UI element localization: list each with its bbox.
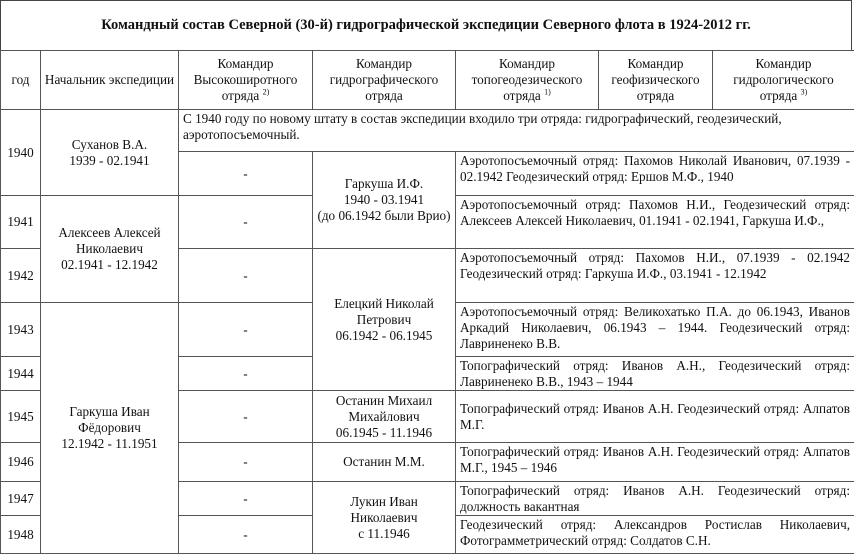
year-cell: 1944: [1, 357, 41, 391]
hydro-name: Елецкий Николай Петрович: [334, 295, 434, 327]
year-cell: 1942: [1, 249, 41, 303]
highlat-cell: -: [179, 152, 313, 196]
header-hydrol-label: Командир гидрологического отряда: [733, 56, 834, 103]
desc-cell: Топографический отряд: Иванов А.Н., Геодезический отряд: Лавриненеко В.В., 1943 – 1944: [456, 357, 854, 391]
hydro-period: 06.1942 - 06.1945: [335, 327, 433, 343]
footnote-mark: 1): [544, 87, 551, 97]
year-cell: 1941: [1, 196, 41, 249]
chief-period: 02.1941 - 12.1942: [61, 257, 158, 272]
header-row: [1, 51, 854, 110]
table-row: [1, 110, 854, 152]
hydro-period: 06.1945 - 11.1946: [335, 424, 433, 440]
hydro-name: Гаркуша И.Ф.: [344, 176, 424, 191]
footnote-mark: 2): [262, 87, 270, 97]
year-cell: 1946: [1, 443, 41, 482]
year-cell: 1948: [1, 516, 41, 554]
highlat-cell: -: [179, 391, 313, 443]
year-cell: 1943: [1, 303, 41, 357]
chief-cell: [41, 196, 179, 303]
desc-cell: Топографический отряд: Иванов А.Н. Геодезический отряд: Алпатов М.Г.: [456, 391, 854, 443]
chief-name: Суханов В.А.: [71, 136, 148, 152]
hydro-extra: (до 06.1942 были Врио): [317, 208, 451, 223]
highlat-cell: -: [179, 516, 313, 554]
header-topo: [456, 51, 599, 110]
desc-cell: Геодезический отряд: Александров Ростислав Николаевич, Фотограмметрический отряд: Солдатов С.Н.: [456, 516, 854, 554]
hydro-cell: [313, 152, 456, 249]
note-1940: С 1940 году по новому штату в состав экспедиции входило три отряда: гидрографический, геодезический, аэротопосъемочный.: [179, 110, 854, 152]
chief-cell: [41, 110, 179, 196]
header-highlat: [179, 51, 313, 110]
year-cell: 1945: [1, 391, 41, 443]
hydro-cell: [313, 482, 456, 554]
hydro-period: 1940 - 03.1941: [343, 192, 425, 207]
desc-cell: Аэротопосъемочный отряд: Великохатько П.А. до 06.1943, Иванов Аркадий Николаевич, 06.1943 – 1944. Геодезический отряд: Лавриненеко В.В.: [456, 303, 854, 357]
desc-cell: Аэротопосъемочный отряд: Пахомов Н.И., 07.1939 - 02.1942 Геодезический отряд: Гаркуша И.Ф., 03.1941 - 12.1942: [456, 249, 854, 303]
chief-cell: [41, 303, 179, 554]
command-staff-table: [0, 50, 854, 554]
highlat-cell: -: [179, 443, 313, 482]
table-title: Командный состав Северной (30-й) гидрографической экспедиции Северного флота в 1924-2012 гг.: [0, 0, 852, 50]
chief-period: 12.1942 - 11.1951: [61, 436, 158, 451]
footnote-mark: 3): [800, 87, 808, 97]
header-highlat-label: Командир Высокоширотного отряда: [193, 56, 298, 103]
desc-cell: Аэротопосъемочный отряд: Пахомов Н.И., Геодезический отряд: Алексеев Алексей Николаевич, 01.1941 - 02.1941, Гаркуша И.Ф.,: [456, 196, 854, 249]
hydro-period: с 11.1946: [358, 525, 410, 541]
highlat-cell: -: [179, 303, 313, 357]
header-hydrol: [713, 51, 854, 110]
hydro-name: Останин Михаил Михайлович: [335, 392, 433, 424]
header-year: год: [1, 51, 41, 110]
highlat-cell: -: [179, 249, 313, 303]
desc-cell: Аэротопосъемочный отряд: Пахомов Николай Иванович, 07.1939 - 02.1942 Геодезический отряд: Ершов М.Ф., 1940: [456, 152, 854, 196]
chief-name: Алексеев Алексей Николаевич: [58, 225, 161, 256]
hydro-name: Лукин Иван Николаевич: [350, 493, 418, 525]
year-cell: 1947: [1, 482, 41, 516]
hydro-cell: [313, 249, 456, 391]
header-topo-label: Командир топогеодезического отряда: [471, 56, 583, 103]
header-hydro: Командир гидрографического отряда: [313, 51, 456, 110]
desc-cell: Топографический отряд: Иванов А.Н. Геодезический отряд: Алпатов М.Г., 1945 – 1946: [456, 443, 854, 482]
highlat-cell: -: [179, 482, 313, 516]
highlat-cell: -: [179, 357, 313, 391]
chief-period: 1939 - 02.1941: [69, 152, 150, 168]
hydro-cell: [313, 391, 456, 443]
chief-name: Гаркуша Иван Фёдорович: [69, 404, 150, 435]
hydro-cell: Останин М.М.: [313, 443, 456, 482]
year-cell: 1940: [1, 110, 41, 196]
desc-cell: Топографический отряд: Иванов А.Н. Геодезический отряд: должность вакантная: [456, 482, 854, 516]
header-geophys: Командир геофизического отряда: [599, 51, 713, 110]
highlat-cell: -: [179, 196, 313, 249]
header-chief: Начальник экспедиции: [41, 51, 179, 110]
